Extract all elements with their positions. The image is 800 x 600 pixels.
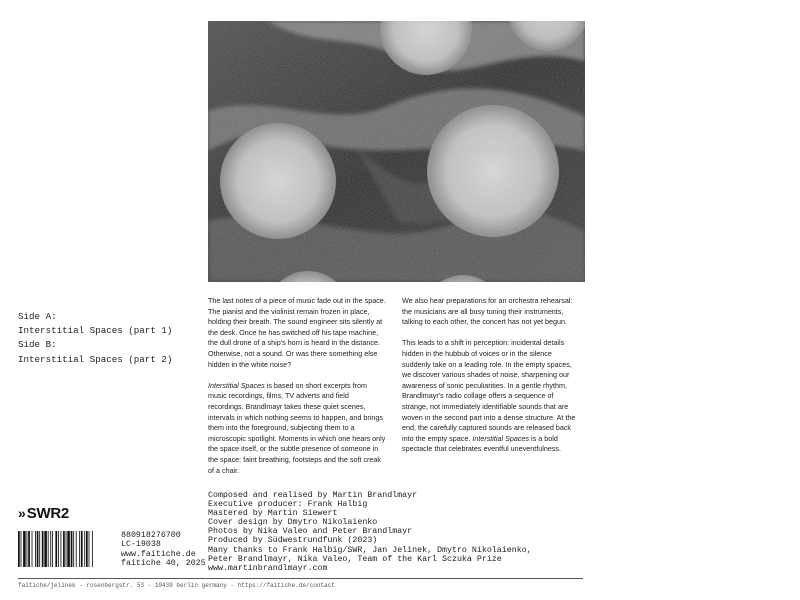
barcode-bar [27,531,28,567]
liner-paragraph [402,338,580,455]
swr2-logo-text: SWR2 [26,505,69,522]
barcode-bar [48,531,49,567]
barcode-bar [66,531,67,567]
side-b-track: Interstitial Spaces (part 2) [18,353,173,365]
credit-line: Peter Brandlmayr, Nika Valeo, Team of the Karl Sczuka Prize [208,554,502,564]
barcode-bar [42,531,44,567]
barcode-bar [50,531,51,567]
side-a-track: Interstitial Spaces (part 1) [18,325,173,337]
barcode-bar [23,531,26,567]
side-a-label: Side A: [18,311,57,322]
barcode-image [18,531,118,567]
barcode-bar [32,531,33,567]
barcode-bar [28,531,30,567]
liner-paragraph: We also hear preparations for an orchestra rehearsal: the musicians are all busy tuning their instruments, talking to each other, the concert has not yet begun. [402,296,573,327]
credit-line: Cover design by Dmytro Nikolaienko [208,518,378,528]
barcode-bar [86,531,88,567]
barcode-bar [37,531,39,567]
cover-photo [208,21,585,282]
barcode [18,531,118,567]
barcode-bar [18,531,20,567]
album-title-italic: Interstitial Spaces [472,433,530,443]
album-title-italic: Interstitial Spaces [208,380,265,390]
bokeh-photo-image [208,21,585,282]
credit-line: Composed and realised by Martin Brandlmayr [208,491,418,500]
label-website: www.faitiche.de [121,549,196,559]
barcode-bar [84,531,85,567]
credits [208,491,598,573]
label-code: LC-19038 [121,540,161,550]
tracklist [18,310,198,367]
credit-line: Mastered by Martin Siewert [208,509,338,519]
credit-line: Photos by Nika Valeo and Peter Brandlmayr [208,527,413,537]
barcode-bar [58,531,59,567]
liner-text: is based on short excerpts from music recordings, films, TV adverts and field recordings. Brandlmayr takes these quiet scenes, intervals in which nothing seems to happen, and brings them into the foreground, subjecting them to a microscopic spotlight. Moments in which one hears only the space itself, or the subtle presence of someone in the space: faint breathing, footsteps and the soft creak of a chair. [208,380,386,475]
liner-paragraph [208,381,386,476]
barcode-bar [55,531,57,567]
catalog-number: faitiche 40, 2025 [121,558,206,568]
ean-number: 880918276700 [121,531,181,540]
barcode-bar [61,531,62,567]
credit-line: Many thanks to Frank Halbig/SWR, Jan Jelinek, Dmytro Nikolaienko, [208,545,532,555]
barcode-bar [52,531,53,567]
liner-text: is a bold spectacle that celebrates eventful uneventfulness. [402,433,562,454]
liner-notes-column-2 [402,296,580,466]
barcode-info [121,531,206,568]
barcode-bar [21,531,22,567]
barcode-bar [44,531,47,567]
barcode-bar [92,531,93,567]
swr2-logo [18,505,69,522]
chevron-icon: » [18,505,22,521]
barcode-bar [71,531,73,567]
barcode-bar [79,531,80,567]
liner-text: This leads to a shift in perception: incidental details hidden in the hubbub of voices or in the silence suddenly take on a leading role. In the empty spaces, we discover various shades of noise, sharpening our awareness of sonic peculiarities. In a gentle rhythm, Brandlmayr's radio collage offers a sequence of strange, not immediately identifiable sounds that are woven in the second part into a dense structure. At the end, the carefully captured sounds are released back into the empty space. [402,338,576,443]
barcode-bar [35,531,36,567]
barcode-bar [89,531,90,567]
side-b-label: Side B: [18,339,57,351]
credit-line: www.martinbrandlmayr.com [208,563,328,573]
barcode-bar [67,531,70,567]
barcode-bar [81,531,83,567]
footer-divider [18,578,583,579]
credit-line: Produced by Südwestrundfunk (2023) [208,536,378,546]
barcode-bar [39,531,40,567]
liner-paragraph: The last notes of a piece of music fade out in the space. The pianist and the violinist remain frozen in place, holding their breath. The sound engineer sits silently at the desk. Once he has switched off his tape machine, the dull drone of a ship's horn is heard in the distance. Otherwise, not a sound. Or was there something else hidden in the white noise? [208,296,386,369]
footer-address: faitiche/jelinek - rosenbergstr. 53 - 10439 berlin germany - https://faitiche.de/contact [18,582,335,589]
barcode-bar [63,531,65,567]
credit-line: Executive producer: Frank Halbig [208,500,368,510]
liner-notes-column-1 [208,296,386,487]
barcode-bar [76,531,77,567]
barcode-bar [73,531,74,567]
